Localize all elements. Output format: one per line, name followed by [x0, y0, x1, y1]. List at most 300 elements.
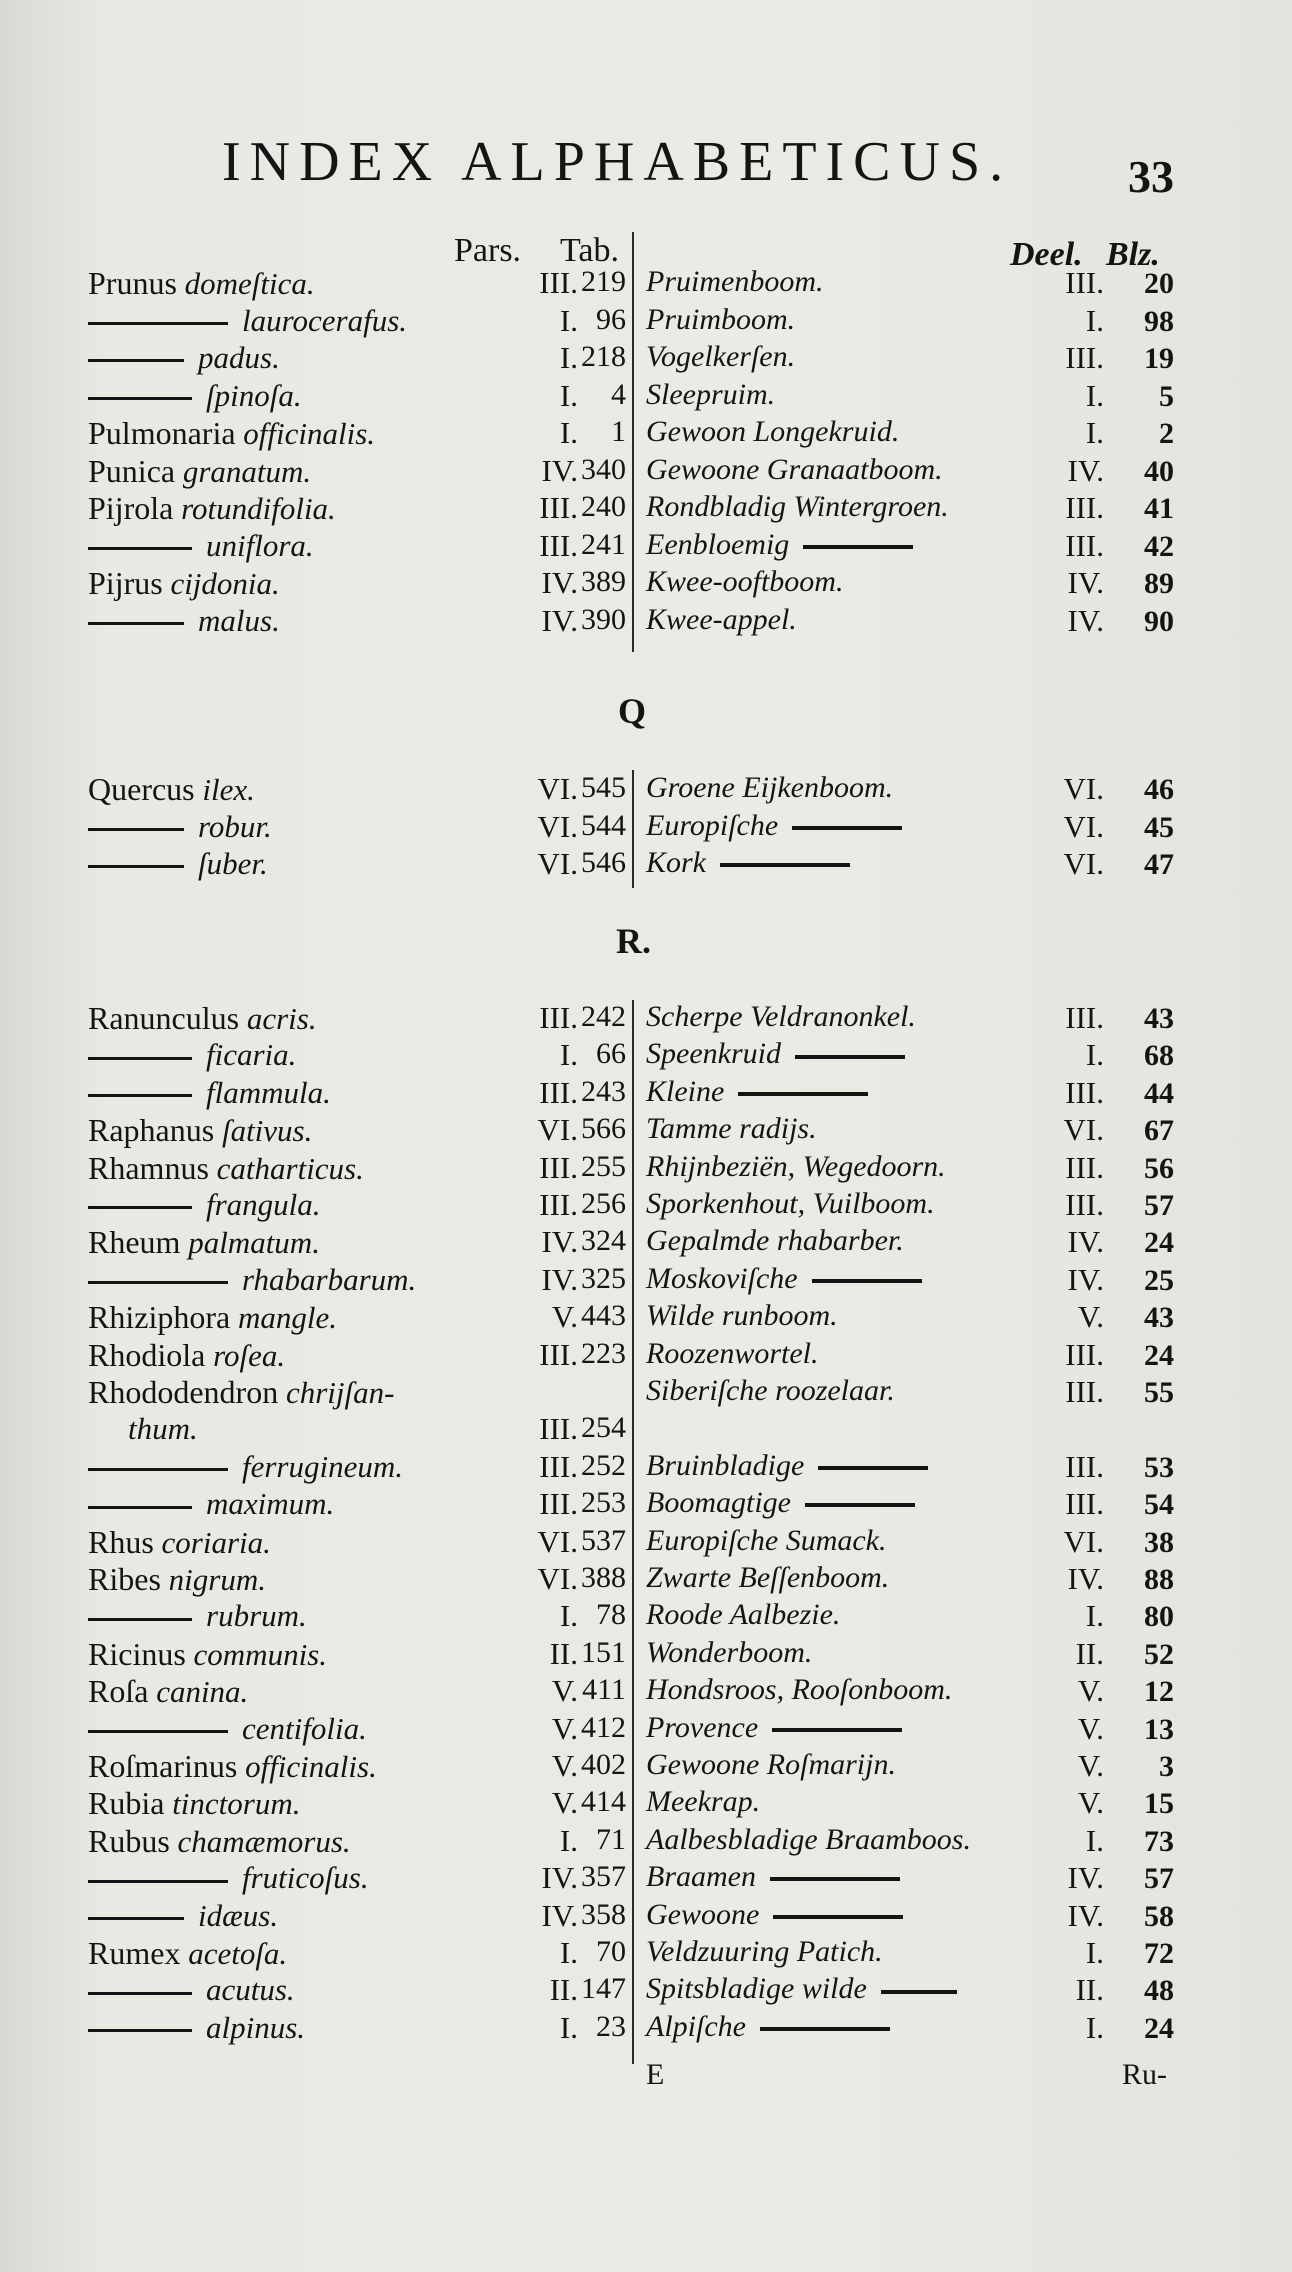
plate-number: 412 — [581, 1710, 626, 1744]
dutch-name-text: Kwee-ooftboom. — [646, 565, 844, 598]
dutch-volume: VI. — [1063, 771, 1104, 806]
volume-number: IV. — [541, 1224, 578, 1260]
dutch-name-text: Alpiſche — [646, 2009, 746, 2043]
index-row — [0, 415, 1292, 453]
species-name: domeſtica. — [184, 266, 315, 301]
dutch-name — [646, 303, 795, 337]
species-name: chamæmorus. — [177, 1823, 351, 1859]
dutch-name — [646, 340, 795, 374]
section-letter: Q — [618, 691, 647, 731]
dutch-page: 53 — [1144, 1450, 1174, 1484]
latin-name — [88, 1449, 403, 1485]
index-row — [0, 1112, 1292, 1150]
latin-name — [88, 1748, 377, 1785]
latin-name — [88, 1524, 271, 1561]
species-name: communis. — [193, 1636, 327, 1672]
species-name: flammula. — [206, 1074, 331, 1110]
dutch-page: 48 — [1144, 1974, 1174, 2008]
dutch-name-text: Vogelkerſen. — [646, 340, 796, 373]
latin-name — [88, 453, 311, 490]
plate-number: 537 — [581, 1523, 626, 1557]
species-name: ficaria. — [206, 1037, 297, 1073]
species-name: laurocerafus. — [242, 302, 408, 338]
volume-number: IV. — [541, 1860, 578, 1896]
latin-name — [88, 1972, 295, 2008]
species-name: mangle. — [237, 1300, 337, 1336]
ditto-dash — [881, 1990, 957, 1994]
dutch-volume: III. — [1065, 1149, 1104, 1185]
dutch-name-text: Rhijnbeziën, Wegedoorn. — [646, 1149, 946, 1183]
index-row — [0, 453, 1292, 491]
species-name: malus. — [198, 602, 280, 638]
ditto-dash — [88, 1992, 192, 1995]
species-name: uniflora. — [206, 527, 314, 563]
ditto-dash — [88, 547, 192, 550]
latin-name — [88, 528, 314, 564]
dutch-name — [646, 1598, 840, 1632]
dutch-name-text: Aalbesbladige Braamboos. — [646, 1822, 971, 1856]
dutch-name-text: Eenbloemig — [646, 527, 790, 561]
dutch-name — [646, 453, 943, 487]
genus-name: Prunus — [88, 265, 177, 301]
dutch-volume: I. — [1085, 1935, 1104, 1970]
deel-column-heading: Deel. — [1010, 236, 1083, 273]
index-row — [0, 1748, 1292, 1786]
species-name: chrijſan- — [285, 1375, 395, 1410]
volume-number: IV. — [541, 565, 578, 600]
plate-number: 256 — [581, 1187, 626, 1220]
volume-number: I. — [559, 415, 578, 450]
dutch-name-text: Gepalmde rhabarber. — [646, 1224, 904, 1258]
index-row — [0, 1262, 1292, 1300]
dutch-volume: V. — [1077, 1673, 1104, 1709]
catchword: Ru- — [1122, 2058, 1167, 2091]
index-row — [0, 1224, 1292, 1262]
species-name: nigrum. — [168, 1562, 266, 1597]
plate-number: 151 — [581, 1635, 626, 1669]
index-row — [0, 490, 1292, 528]
dutch-name — [646, 1823, 971, 1857]
plate-number: 411 — [582, 1673, 626, 1707]
dutch-volume: II. — [1075, 1972, 1104, 2008]
species-name: officinalis. — [243, 416, 376, 451]
dutch-volume: V. — [1077, 1748, 1104, 1783]
dutch-volume: VI. — [1063, 1112, 1104, 1148]
index-row — [0, 303, 1292, 341]
index-row — [0, 1187, 1292, 1225]
index-row — [0, 809, 1292, 847]
dutch-name-text: Groene Eijkenboom. — [646, 771, 894, 804]
plate-number: 443 — [581, 1299, 626, 1333]
genus-name: Rhodiola — [88, 1336, 206, 1373]
ditto-dash — [792, 826, 902, 830]
genus-name: Ranunculus — [88, 1000, 240, 1036]
species-name: idæus. — [198, 1897, 279, 1933]
volume-number: V. — [551, 1673, 578, 1709]
plate-number: 389 — [581, 565, 626, 598]
index-row — [0, 846, 1292, 884]
volume-number: V. — [551, 1710, 578, 1746]
plate-number: 147 — [581, 1972, 626, 2006]
genus-name: Ricinus — [88, 1635, 186, 1672]
latin-name — [88, 1898, 278, 1934]
species-name: coriaria. — [161, 1524, 271, 1560]
genus-name: Rhododendron — [88, 1374, 279, 1410]
latin-name — [88, 809, 272, 845]
dutch-name — [646, 1785, 760, 1819]
dutch-page: 24 — [1144, 1226, 1174, 1260]
plate-number: 252 — [581, 1448, 626, 1482]
dutch-page: 88 — [1144, 1563, 1174, 1596]
volume-number: III. — [539, 265, 578, 300]
dutch-name — [646, 1262, 922, 1296]
dutch-volume: IV. — [1067, 1897, 1104, 1933]
dutch-name-text: Sporkenhout, Vuilboom. — [646, 1187, 935, 1220]
genus-name: Rubia — [88, 1785, 165, 1822]
index-row — [0, 1037, 1292, 1075]
dutch-page: 20 — [1144, 267, 1174, 300]
index-row — [0, 1785, 1292, 1823]
dutch-volume: I. — [1085, 2009, 1104, 2045]
index-row — [0, 340, 1292, 378]
dutch-name-text: Gewoone Roſmarijn. — [646, 1748, 896, 1781]
index-row — [0, 1524, 1292, 1562]
dutch-name-text: Kwee-appel. — [646, 602, 797, 636]
dutch-name-text: Zwarte Beſſenboom. — [646, 1561, 890, 1594]
volume-number: IV. — [541, 452, 578, 488]
index-row — [0, 1673, 1292, 1711]
plate-number: 242 — [581, 1000, 626, 1033]
plate-number: 358 — [581, 1897, 626, 1931]
volume-number: VI. — [537, 1112, 578, 1148]
dutch-name-text: Boomagtige — [646, 1486, 791, 1520]
latin-name — [88, 1860, 369, 1896]
latin-name — [88, 1150, 364, 1187]
genus-name: Rhamnus — [88, 1149, 209, 1186]
volume-number: III. — [539, 1336, 578, 1372]
latin-name — [88, 565, 280, 602]
index-row — [0, 1598, 1292, 1636]
index-row — [0, 1860, 1292, 1898]
volume-number: III. — [539, 1448, 578, 1484]
latin-name — [88, 1187, 321, 1223]
species-name: rubrum. — [206, 1598, 307, 1634]
species-name: fruticoſus. — [242, 1860, 369, 1896]
plate-number: 255 — [581, 1149, 626, 1183]
dutch-name — [646, 378, 775, 412]
dutch-name — [646, 565, 843, 599]
page-header — [0, 130, 1292, 200]
dutch-volume: I. — [1085, 415, 1104, 450]
plate-number: 1 — [611, 415, 626, 448]
dutch-page: 57 — [1144, 1189, 1174, 1222]
dutch-name — [646, 1972, 957, 2006]
dutch-name-text: Spitsbladige wilde — [646, 1972, 867, 2006]
plate-number: 241 — [581, 527, 626, 561]
volume-number: VI. — [537, 771, 578, 806]
ditto-dash — [88, 622, 184, 625]
index-row — [0, 1972, 1292, 2010]
ditto-dash — [88, 1057, 192, 1060]
latin-name — [88, 1711, 367, 1747]
volume-number: III. — [539, 1000, 578, 1035]
volume-number: VI. — [537, 846, 578, 881]
latin-name — [88, 490, 336, 527]
species-name: granatum. — [182, 453, 312, 489]
latin-name — [88, 1224, 320, 1261]
dutch-name — [646, 1935, 883, 1969]
dutch-name-text: Europiſche — [646, 808, 779, 842]
species-name: cijdonia. — [170, 566, 280, 601]
dutch-name — [646, 1187, 935, 1221]
plate-number: 218 — [581, 340, 626, 373]
species-name: ſuber. — [198, 846, 268, 881]
dutch-volume: V. — [1077, 1299, 1104, 1335]
dutch-name — [646, 1224, 904, 1258]
index-row — [0, 1935, 1292, 1973]
volume-number: I. — [559, 1822, 578, 1858]
dutch-volume: I. — [1085, 1037, 1104, 1073]
dutch-volume: III. — [1065, 1374, 1104, 1409]
index-row — [0, 1337, 1292, 1375]
dutch-name-text: Meekrap. — [646, 1785, 761, 1819]
latin-name — [88, 1374, 394, 1411]
genus-name: Pijrola — [88, 490, 174, 526]
signature-mark: E — [646, 2058, 665, 2091]
species-name: rhabarbarum. — [242, 1261, 417, 1297]
volume-number: I. — [559, 377, 578, 413]
index-row — [0, 1411, 1292, 1449]
species-name: officinalis. — [245, 1749, 377, 1784]
index-row — [0, 1374, 1292, 1412]
volume-number: IV. — [541, 1261, 578, 1297]
latin-name — [88, 1037, 296, 1073]
dutch-name-text: Hondsroos, Rooſonboom. — [646, 1673, 953, 1707]
species-name: canina. — [156, 1674, 249, 1710]
latin-name — [88, 265, 315, 302]
dutch-name-text: Rondbladig Wintergroen. — [646, 490, 949, 523]
dutch-name-text: Wonderboom. — [646, 1635, 813, 1669]
species-name: alpinus. — [206, 2009, 306, 2045]
ditto-dash — [88, 828, 184, 831]
dutch-name-text: Bruinbladige — [646, 1448, 805, 1482]
plate-number: 357 — [581, 1860, 626, 1894]
latin-name — [88, 340, 280, 376]
volume-number: I. — [559, 1598, 578, 1634]
volume-number: I. — [559, 1935, 578, 1970]
dutch-name — [646, 771, 893, 805]
dutch-name — [646, 1524, 886, 1558]
dutch-page: 90 — [1144, 604, 1174, 638]
dutch-name-text: Europiſche Sumack. — [646, 1523, 887, 1557]
dutch-page: 45 — [1144, 810, 1174, 844]
plate-number: 23 — [596, 2009, 626, 2043]
genus-name: Roſmarinus — [88, 1748, 238, 1784]
plate-number: 254 — [581, 1411, 626, 1445]
dutch-page: 58 — [1144, 1899, 1174, 1933]
dutch-volume: IV. — [1067, 565, 1104, 600]
ditto-dash — [772, 1728, 902, 1732]
ditto-dash — [770, 1877, 900, 1881]
volume-number: VI. — [537, 1523, 578, 1559]
volume-number: I. — [559, 1037, 578, 1073]
plate-number: 66 — [596, 1037, 626, 1071]
plate-number: 70 — [596, 1935, 626, 1968]
dutch-page: 43 — [1144, 1002, 1174, 1035]
ditto-dash — [720, 863, 850, 867]
plate-number: 78 — [596, 1598, 626, 1632]
plate-number: 546 — [581, 846, 626, 879]
dutch-page: 24 — [1144, 2011, 1174, 2045]
dutch-page: 5 — [1159, 379, 1174, 413]
volume-number: IV. — [541, 1897, 578, 1933]
plate-number: 340 — [581, 452, 626, 486]
genus-name: Pulmonaria — [88, 415, 236, 451]
dutch-page: 43 — [1144, 1301, 1174, 1335]
plate-number: 388 — [581, 1561, 626, 1594]
dutch-name — [646, 1561, 889, 1595]
dutch-name — [646, 1860, 900, 1894]
ditto-dash — [88, 1468, 228, 1471]
ditto-dash — [812, 1279, 922, 1283]
index-row — [0, 1299, 1292, 1337]
dutch-volume: III. — [1065, 1187, 1104, 1222]
species-name: centifolia. — [242, 1710, 367, 1746]
latin-name — [88, 303, 407, 339]
dutch-name — [646, 809, 902, 843]
dutch-volume: III. — [1065, 1336, 1104, 1372]
index-row — [0, 378, 1292, 416]
ditto-dash — [805, 1503, 915, 1507]
latin-name — [88, 1636, 327, 1673]
dutch-name-text: Gewoon Longekruid. — [646, 415, 900, 448]
dutch-page: 3 — [1159, 1750, 1174, 1783]
volume-number: III. — [539, 1074, 578, 1110]
volume-number: III. — [539, 1486, 578, 1522]
dutch-name-text: Roode Aalbezie. — [646, 1598, 841, 1632]
dutch-name — [646, 1711, 902, 1745]
ditto-dash — [88, 397, 192, 400]
dutch-volume: I. — [1085, 302, 1104, 338]
dutch-name — [646, 1299, 838, 1333]
volume-number: V. — [551, 1299, 578, 1335]
dutch-page: 40 — [1144, 454, 1174, 488]
latin-name — [88, 415, 375, 452]
dutch-name — [646, 1449, 928, 1483]
dutch-volume: VI. — [1063, 846, 1104, 881]
latin-name — [88, 1598, 307, 1634]
dutch-page: 67 — [1144, 1114, 1174, 1148]
volume-number: III. — [539, 527, 578, 563]
plate-number: 71 — [596, 1822, 626, 1856]
dutch-name — [646, 415, 899, 449]
dutch-name — [646, 1374, 895, 1408]
genus-name: Rheum — [88, 1224, 181, 1261]
genus-name: Rubus — [88, 1822, 170, 1859]
ditto-dash — [88, 1094, 192, 1097]
index-row — [0, 1636, 1292, 1674]
index-row — [0, 1823, 1292, 1861]
ditto-dash — [88, 1618, 192, 1621]
dutch-name — [646, 603, 797, 637]
species-name: frangula. — [206, 1187, 321, 1222]
page-footer — [0, 2058, 1292, 2098]
volume-number: V. — [551, 1748, 578, 1783]
dutch-name-text: Pruimboom. — [646, 302, 796, 336]
dutch-name-text: Kork — [646, 846, 706, 879]
dutch-name — [646, 528, 913, 562]
dutch-page: 46 — [1144, 773, 1174, 806]
plate-number: 390 — [581, 602, 626, 636]
index-row — [0, 1449, 1292, 1487]
dutch-name-text: Speenkruid — [646, 1037, 781, 1071]
dutch-page: 2 — [1159, 417, 1174, 450]
genus-name: Pijrus — [88, 565, 163, 601]
dutch-name — [646, 1748, 896, 1782]
species-name: thum. — [128, 1411, 198, 1447]
genus-name: Roſa — [88, 1673, 149, 1710]
dutch-page: 68 — [1144, 1039, 1174, 1073]
species-name: padus. — [198, 340, 280, 375]
ditto-dash — [773, 1915, 903, 1919]
index-row — [0, 2010, 1292, 2048]
dutch-name-text: Veldzuuring Patich. — [646, 1935, 883, 1968]
plate-number: 96 — [596, 302, 626, 336]
dutch-page: 52 — [1144, 1637, 1174, 1671]
dutch-name-text: Provence — [646, 1710, 759, 1744]
dutch-name-text: Wilde runboom. — [646, 1299, 838, 1333]
dutch-volume: VI. — [1063, 1523, 1104, 1559]
index-row — [0, 1075, 1292, 1113]
dutch-name-text: Gewoone Granaatboom. — [646, 452, 943, 486]
plate-number: 402 — [581, 1748, 626, 1781]
latin-name — [88, 1673, 248, 1710]
latin-name — [128, 1411, 198, 1447]
genus-name: Rhiziphora — [88, 1299, 231, 1336]
plate-number: 566 — [581, 1112, 626, 1146]
dutch-name-text: Roozenwortel. — [646, 1336, 819, 1370]
section-letter: R. — [616, 921, 651, 961]
species-name: tinctorum. — [172, 1786, 301, 1822]
dutch-name — [646, 1075, 868, 1109]
dutch-name-text: Moskoviſche — [646, 1261, 798, 1295]
dutch-page: 89 — [1144, 567, 1174, 600]
ditto-dash — [88, 1506, 192, 1509]
latin-name — [88, 1075, 331, 1111]
latin-name — [88, 1000, 317, 1037]
dutch-volume: IV. — [1067, 1860, 1104, 1896]
genus-name: Punica — [88, 452, 176, 489]
species-name: acris. — [246, 1001, 317, 1036]
index-row — [0, 1561, 1292, 1599]
dutch-name-text: Tamme radijs. — [646, 1112, 817, 1146]
volume-number: I. — [559, 2009, 578, 2045]
dutch-page: 73 — [1144, 1824, 1174, 1858]
volume-number: II. — [549, 1972, 578, 2008]
dutch-page: 19 — [1144, 342, 1174, 375]
dutch-name — [646, 1000, 916, 1034]
latin-name — [88, 603, 280, 639]
dutch-volume: I. — [1085, 1822, 1104, 1858]
dutch-page: 54 — [1144, 1488, 1174, 1522]
ditto-dash — [795, 1055, 905, 1059]
species-name: acetoſa. — [188, 1936, 288, 1971]
volume-number: III. — [539, 1149, 578, 1185]
dutch-page: 47 — [1144, 848, 1174, 881]
dutch-page: 15 — [1144, 1787, 1174, 1821]
dutch-volume: IV. — [1067, 602, 1104, 638]
species-name: ſpinoſa. — [206, 377, 302, 413]
